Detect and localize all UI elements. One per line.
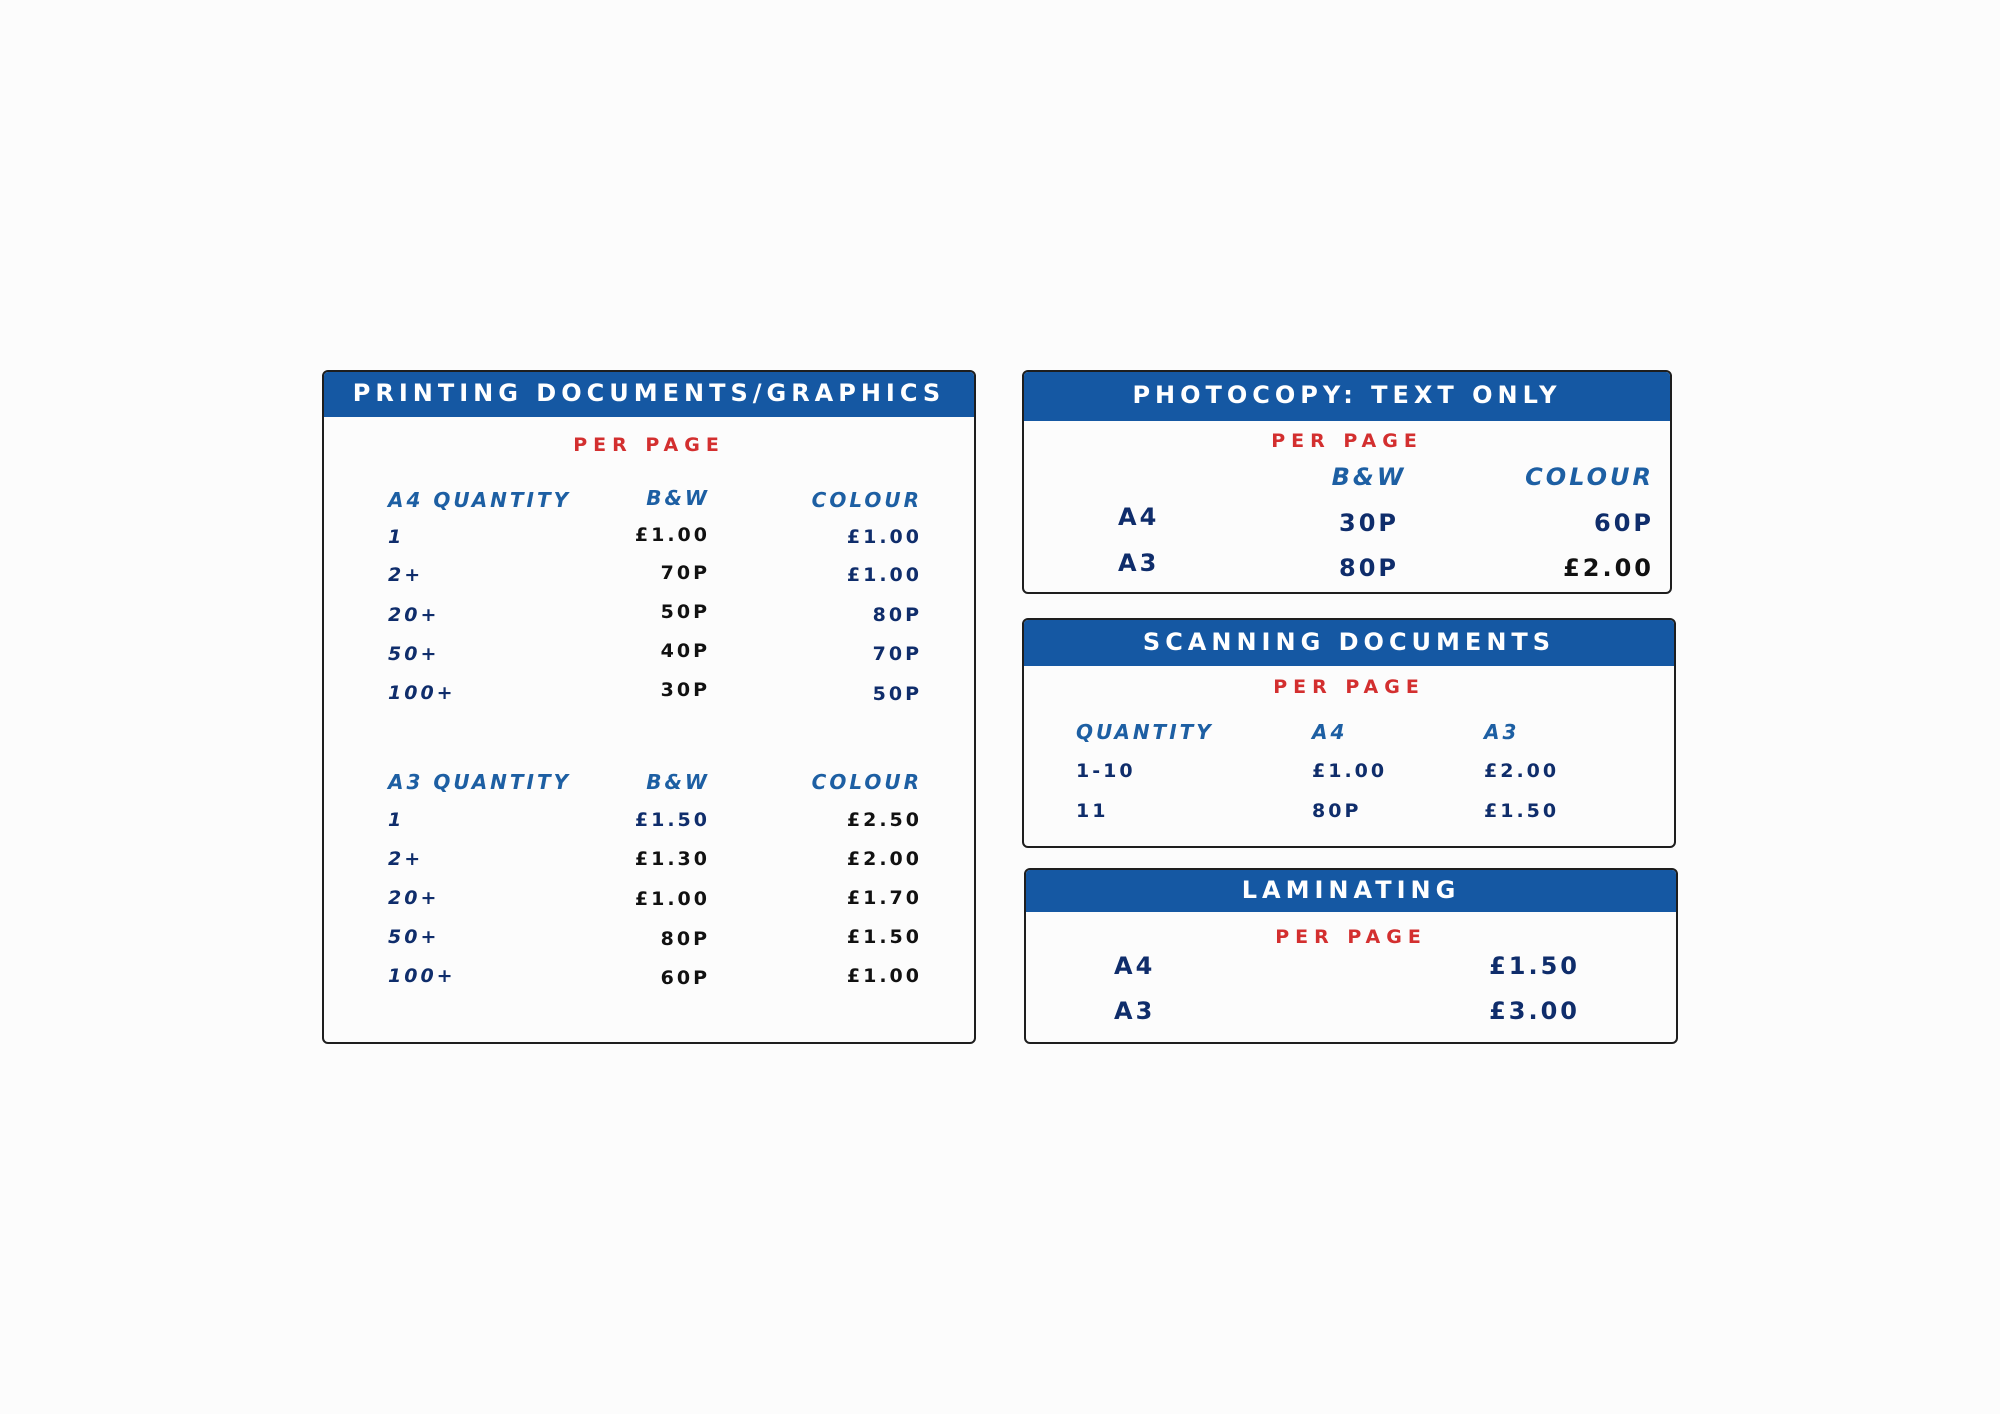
a4-row-2-bw: 70P	[660, 562, 710, 584]
scanning-row-2-qty: 11	[1076, 800, 1109, 822]
laminating-row-1-price: £1.50	[1489, 952, 1580, 980]
a4-row-4-qty: 50+	[388, 643, 440, 665]
a3-row-4-qty: 50+	[388, 926, 440, 948]
a3-quantity-header: A3 QUANTITY	[388, 770, 572, 794]
a3-row-3-colour: £1.70	[846, 887, 922, 909]
scanning-row-2-a3: £1.50	[1484, 800, 1560, 822]
laminating-price-card	[1024, 868, 1678, 1044]
scanning-a4-header: A4	[1312, 720, 1348, 744]
a4-row-5-qty: 100+	[388, 682, 456, 704]
a3-row-4-bw: 80P	[660, 928, 710, 950]
a4-row-2-qty: 2+	[388, 564, 424, 586]
a3-row-1-bw: £1.50	[634, 809, 710, 831]
a4-row-3-colour: 80P	[872, 604, 922, 626]
a3-row-5-bw: 60P	[660, 967, 710, 989]
a3-row-2-bw: £1.30	[634, 848, 710, 870]
photocopy-card-title: PHOTOCOPY: TEXT ONLY	[1024, 372, 1670, 421]
photocopy-row-2-size: A3	[1118, 549, 1160, 577]
a3-row-3-bw: £1.00	[634, 888, 710, 910]
a3-row-2-qty: 2+	[388, 848, 424, 870]
photocopy-row-1-bw: 30P	[1339, 509, 1399, 537]
photocopy-per-page-label: PER PAGE	[1271, 430, 1423, 452]
scanning-row-2-a4: 80P	[1312, 800, 1362, 822]
a4-row-5-colour: 50P	[872, 683, 922, 705]
a3-row-4-colour: £1.50	[846, 926, 922, 948]
a4-row-3-qty: 20+	[388, 604, 440, 626]
a3-row-5-qty: 100+	[388, 965, 456, 987]
a3-row-2-colour: £2.00	[846, 848, 922, 870]
a3-row-3-qty: 20+	[388, 887, 440, 909]
printing-per-page-label: PER PAGE	[573, 434, 725, 456]
a4-quantity-header: A4 QUANTITY	[388, 488, 572, 512]
a4-row-1-colour: £1.00	[846, 526, 922, 548]
a4-row-2-colour: £1.00	[846, 564, 922, 586]
a4-colour-header: COLOUR	[811, 488, 922, 512]
a4-row-4-bw: 40P	[660, 640, 710, 662]
a4-row-5-bw: 30P	[660, 679, 710, 701]
a3-row-1-qty: 1	[388, 809, 405, 831]
photocopy-row-2-colour: £2.00	[1563, 554, 1654, 582]
laminating-card-title: LAMINATING	[1026, 870, 1676, 912]
a3-row-1-colour: £2.50	[846, 809, 922, 831]
scanning-row-1-a3: £2.00	[1484, 760, 1560, 782]
printing-price-card	[322, 370, 976, 1044]
photocopy-bw-header: B&W	[1331, 463, 1407, 491]
photocopy-price-card	[1022, 370, 1672, 594]
a4-row-1-bw: £1.00	[634, 524, 710, 546]
laminating-row-2-size: A3	[1114, 997, 1156, 1025]
photocopy-row-2-bw: 80P	[1339, 554, 1399, 582]
laminating-row-2-price: £3.00	[1489, 997, 1580, 1025]
scanning-per-page-label: PER PAGE	[1273, 676, 1425, 698]
printing-card-title: PRINTING DOCUMENTS/GRAPHICS	[324, 372, 974, 417]
scanning-row-1-a4: £1.00	[1312, 760, 1388, 782]
scanning-price-card	[1022, 618, 1676, 848]
photocopy-colour-header: COLOUR	[1525, 463, 1654, 491]
photocopy-row-1-colour: 60P	[1594, 509, 1654, 537]
scanning-row-1-qty: 1-10	[1076, 760, 1136, 782]
a4-bw-header: B&W	[646, 486, 710, 510]
a4-row-4-colour: 70P	[872, 643, 922, 665]
scanning-quantity-header: QUANTITY	[1076, 720, 1214, 744]
photocopy-row-1-size: A4	[1118, 503, 1160, 531]
scanning-card-title: SCANNING DOCUMENTS	[1024, 620, 1674, 666]
scanning-a3-header: A3	[1484, 720, 1520, 744]
a3-row-5-colour: £1.00	[846, 965, 922, 987]
a3-colour-header: COLOUR	[811, 770, 922, 794]
a3-bw-header: B&W	[646, 770, 710, 794]
laminating-per-page-label: PER PAGE	[1275, 926, 1427, 948]
a4-row-1-qty: 1	[388, 526, 405, 548]
laminating-row-1-size: A4	[1114, 952, 1156, 980]
a4-row-3-bw: 50P	[660, 601, 710, 623]
